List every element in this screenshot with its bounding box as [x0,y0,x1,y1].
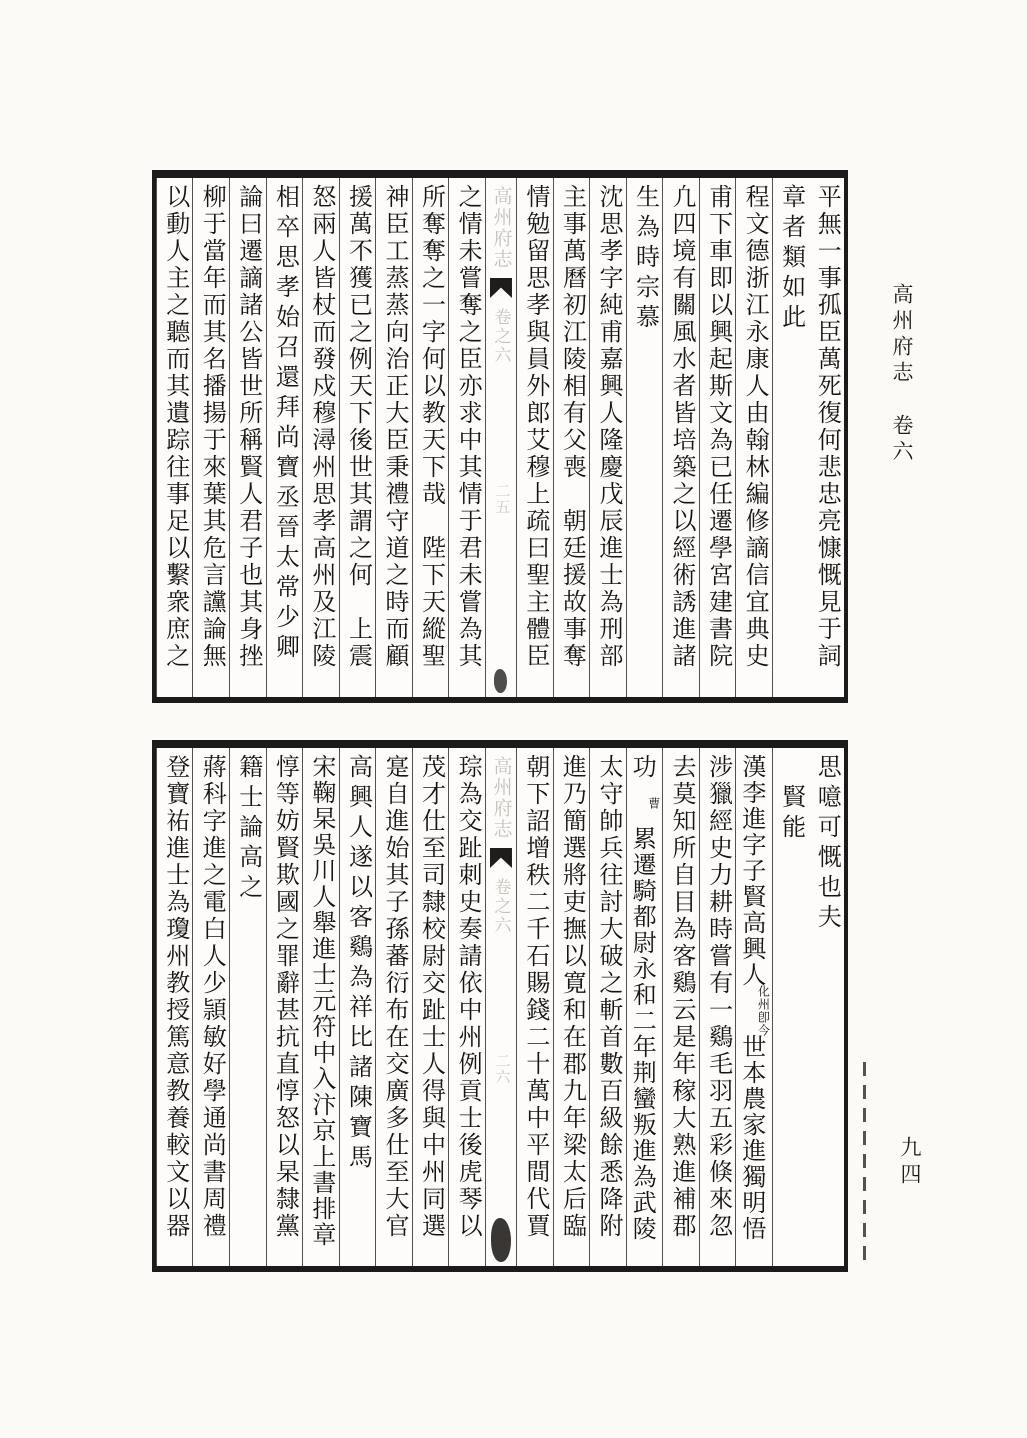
text-column: 惇等妨賢欺國之罪辭甚抗直惇怒以杲隸黨 [266,748,303,1266]
text-column: 所奪奪之一字何以教天下哉 陛下天縱聖 [412,178,449,697]
text-column: 茂才仕至司隸校尉交趾士人得與中州同選 [412,748,449,1266]
text-column: 章者類如此 [772,178,809,697]
text-column: 論曰遷謫諸公皆世所稱賢人君子也其身挫 [229,178,266,697]
fold-volume: 卷之六 [491,878,511,935]
text-column: 之情未嘗奪之臣亦求中其情于君未嘗為其 [448,178,485,697]
text-column: 甫下車即以興起斯文為已任遷學宮建書院 [699,178,736,697]
text-column: 登寶祐進士為瓊州教授篤意教養較文以器 [156,748,193,1266]
text-column: 主事萬曆初江陵相有父喪 朝廷援故事奪 [553,178,590,697]
fold-book-title: 高州府志 [490,186,512,270]
margin-volume-title [891,283,912,466]
text-column: 蔣科字進之電白人少頴敏好學通尚書周禮 [192,748,229,1266]
text-column: 情勉留思孝與員外郎艾穆上疏曰聖主體臣 [516,178,553,697]
fishtail-icon [490,278,512,298]
text-column: 朝下詔增秩二千石賜錢二十萬中平間代賈 [516,748,553,1266]
fold-leaf-number: 二五 [493,483,510,515]
text-column: 凢四境有關風水者皆培築之以經術誘進諸 [662,178,699,697]
fold-column [485,178,516,697]
text-column: 涉獵經史力耕時嘗有一鷄毛羽五彩倏來忽 [699,748,736,1266]
text-column: 程文德浙江永康人由翰林編修謫信宜典史 [735,178,772,697]
text-column: 去莫知所自目為客鷄云是年稼大熟進補郡 [662,748,699,1266]
text-column: 柳于當年而其名播揚于來葉其危言讜論無 [192,178,229,697]
text-column: 思噫可慨也夫 [813,754,840,934]
fold-book-title: 高州府志 [490,756,512,840]
text-column: 功 曹 累遷騎都尉永和二年荆蠻叛進為武陵 [626,748,663,1266]
interlinear-note: 卽今 化州 [756,985,771,1037]
fold-volume: 卷之六 [491,308,511,365]
text-column: 太守帥兵往討大破之斬首數百級餘悉降附 [589,748,626,1266]
page-number: 九四 [898,1136,922,1190]
text-column: 宋鞠杲吳川人舉進士元符中入汴京上書排章 [302,748,339,1266]
fold-column [485,748,516,1266]
fold-leaf-number: 二六 [493,1053,510,1085]
text-column: 寔自進始其子孫蕃衍布在交廣多仕至大官 [375,748,412,1266]
text-column: 漢李進字子賢高興人 卽今 化州 世本農家進獨明悟 [735,748,772,1266]
text-column: 神臣工蒸蒸向治正大臣秉禮守道之時而顧 [375,178,412,697]
text-block-top [152,170,848,703]
volume-label: 卷六 [890,414,914,466]
text-column: 進乃簡選將吏撫以寛和在郡九年梁太后臨 [553,748,590,1266]
text-column: 沈思孝字純甫嘉興人隆慶戊辰進士為刑部 [589,178,626,697]
ink-smudge [494,669,507,693]
interlinear-note: 曹 [646,796,661,810]
text-column: 怒兩人皆杖而發戍穆潯州思孝高州及江陵 [302,178,339,697]
text-column: 賢能 [772,748,809,1266]
text-column: 平無一事孤臣萬死復何悲忠亮慷慨見于詞 [813,184,840,670]
text-column: 以動人主之聽而其遺踪往事足以繫衆庶之 [156,178,193,697]
book-title: 高州府志 [890,283,914,387]
text-column: 援萬不獲已之例天下後世其謂之何 上震 [339,178,376,697]
ink-smudge [491,1218,511,1262]
text-block-bottom [152,740,848,1272]
text-column: 高興人遂以客鷄為祥比諸陳寶馬 [339,748,376,1266]
text-column: 相卒思孝始召還拜尚寶丞晉太常少卿 [266,178,303,697]
text-column: 籍士論高之 [229,748,266,1266]
text-column: 琮為交趾刺史奏請依中州例貢士後虎琴以 [448,748,485,1266]
binding-mark [863,1062,866,1262]
text-column: 生為時宗慕 [626,178,663,697]
fishtail-icon [490,848,512,868]
